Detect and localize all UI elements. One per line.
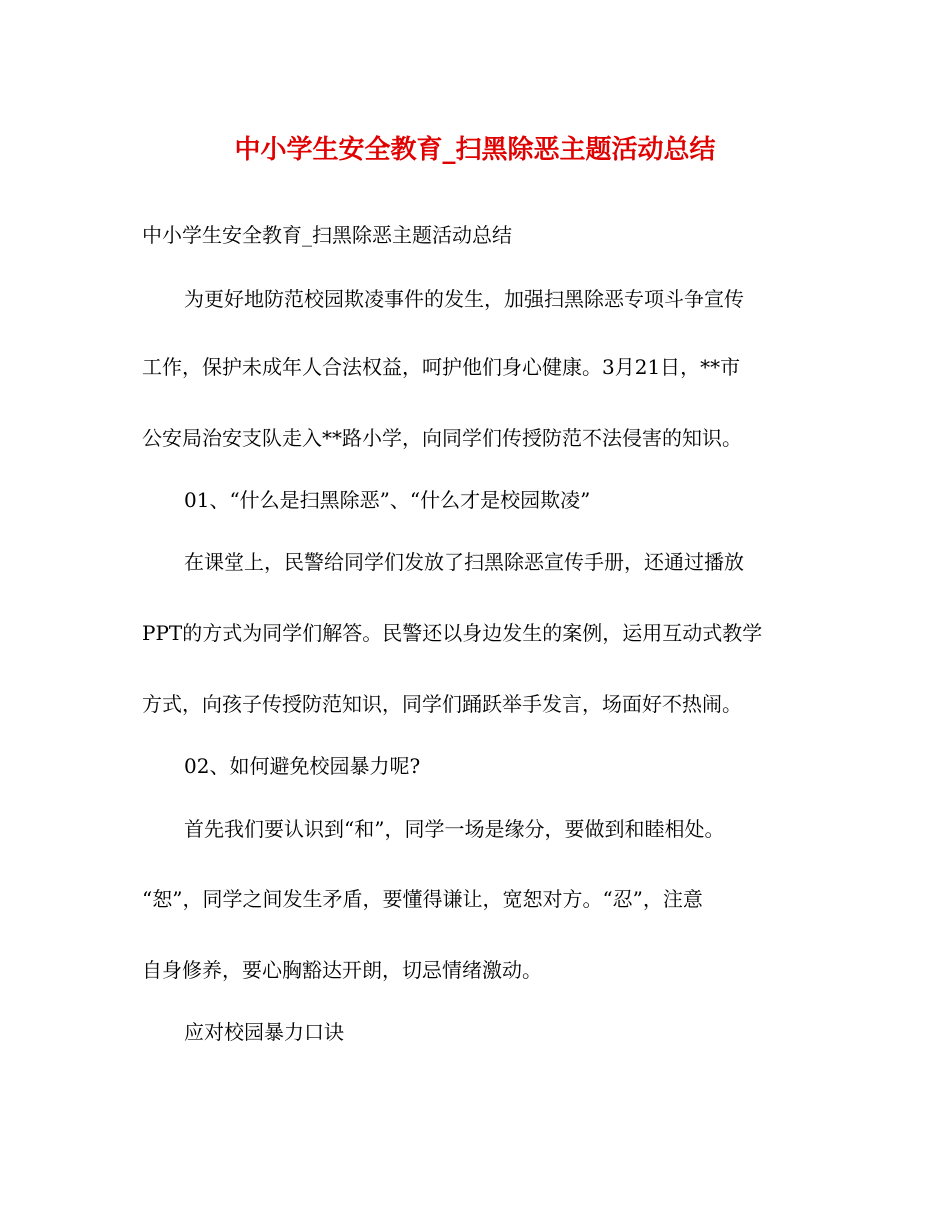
paragraph-3-line-2: “恕”，同学之间发生矛盾，要懂得谦让，宽恕对方。“忍”，注意 (142, 887, 703, 911)
paragraph-1-line-2: 工作，保护未成年人合法权益，呵护他们身心健康。3月21日，**市 (142, 355, 741, 379)
paragraph-2-line-2: PPT的方式为同学们解答。民警还以身边发生的案例，运用互动式教学 (142, 621, 763, 645)
paragraph-1-line-1: 为更好地防范校园欺凌事件的发生，加强扫黑除恶专项斗争宣传 (184, 287, 744, 311)
section-heading-3: 应对校园暴力口诀 (184, 1020, 344, 1044)
section-heading-02: 02、如何避免校园暴力呢? (184, 754, 421, 778)
paragraph-1-line-3: 公安局治安支队走入**路小学，向同学们传授防范不法侵害的知识。 (142, 426, 742, 450)
paragraph-3-line-1: 首先我们要认识到“和”，同学一场是缘分，要做到和睦相处。 (184, 817, 725, 841)
subtitle-line: 中小学生安全教育_扫黑除恶主题活动总结 (142, 223, 512, 247)
paragraph-2-line-1: 在课堂上，民警给同学们发放了扫黑除恶宣传手册，还通过播放 (184, 550, 744, 574)
paragraph-2-line-3: 方式，向孩子传授防范知识，同学们踊跃举手发言，场面好不热闹。 (142, 692, 742, 716)
document-title: 中小学生安全教育_扫黑除恶主题活动总结 (234, 135, 716, 165)
paragraph-3-line-3: 自身修养，要心胸豁达开朗，切忌情绪激动。 (142, 958, 542, 982)
section-heading-01: 01、“什么是扫黑除恶”、“什么才是校园欺凌” (184, 488, 591, 512)
